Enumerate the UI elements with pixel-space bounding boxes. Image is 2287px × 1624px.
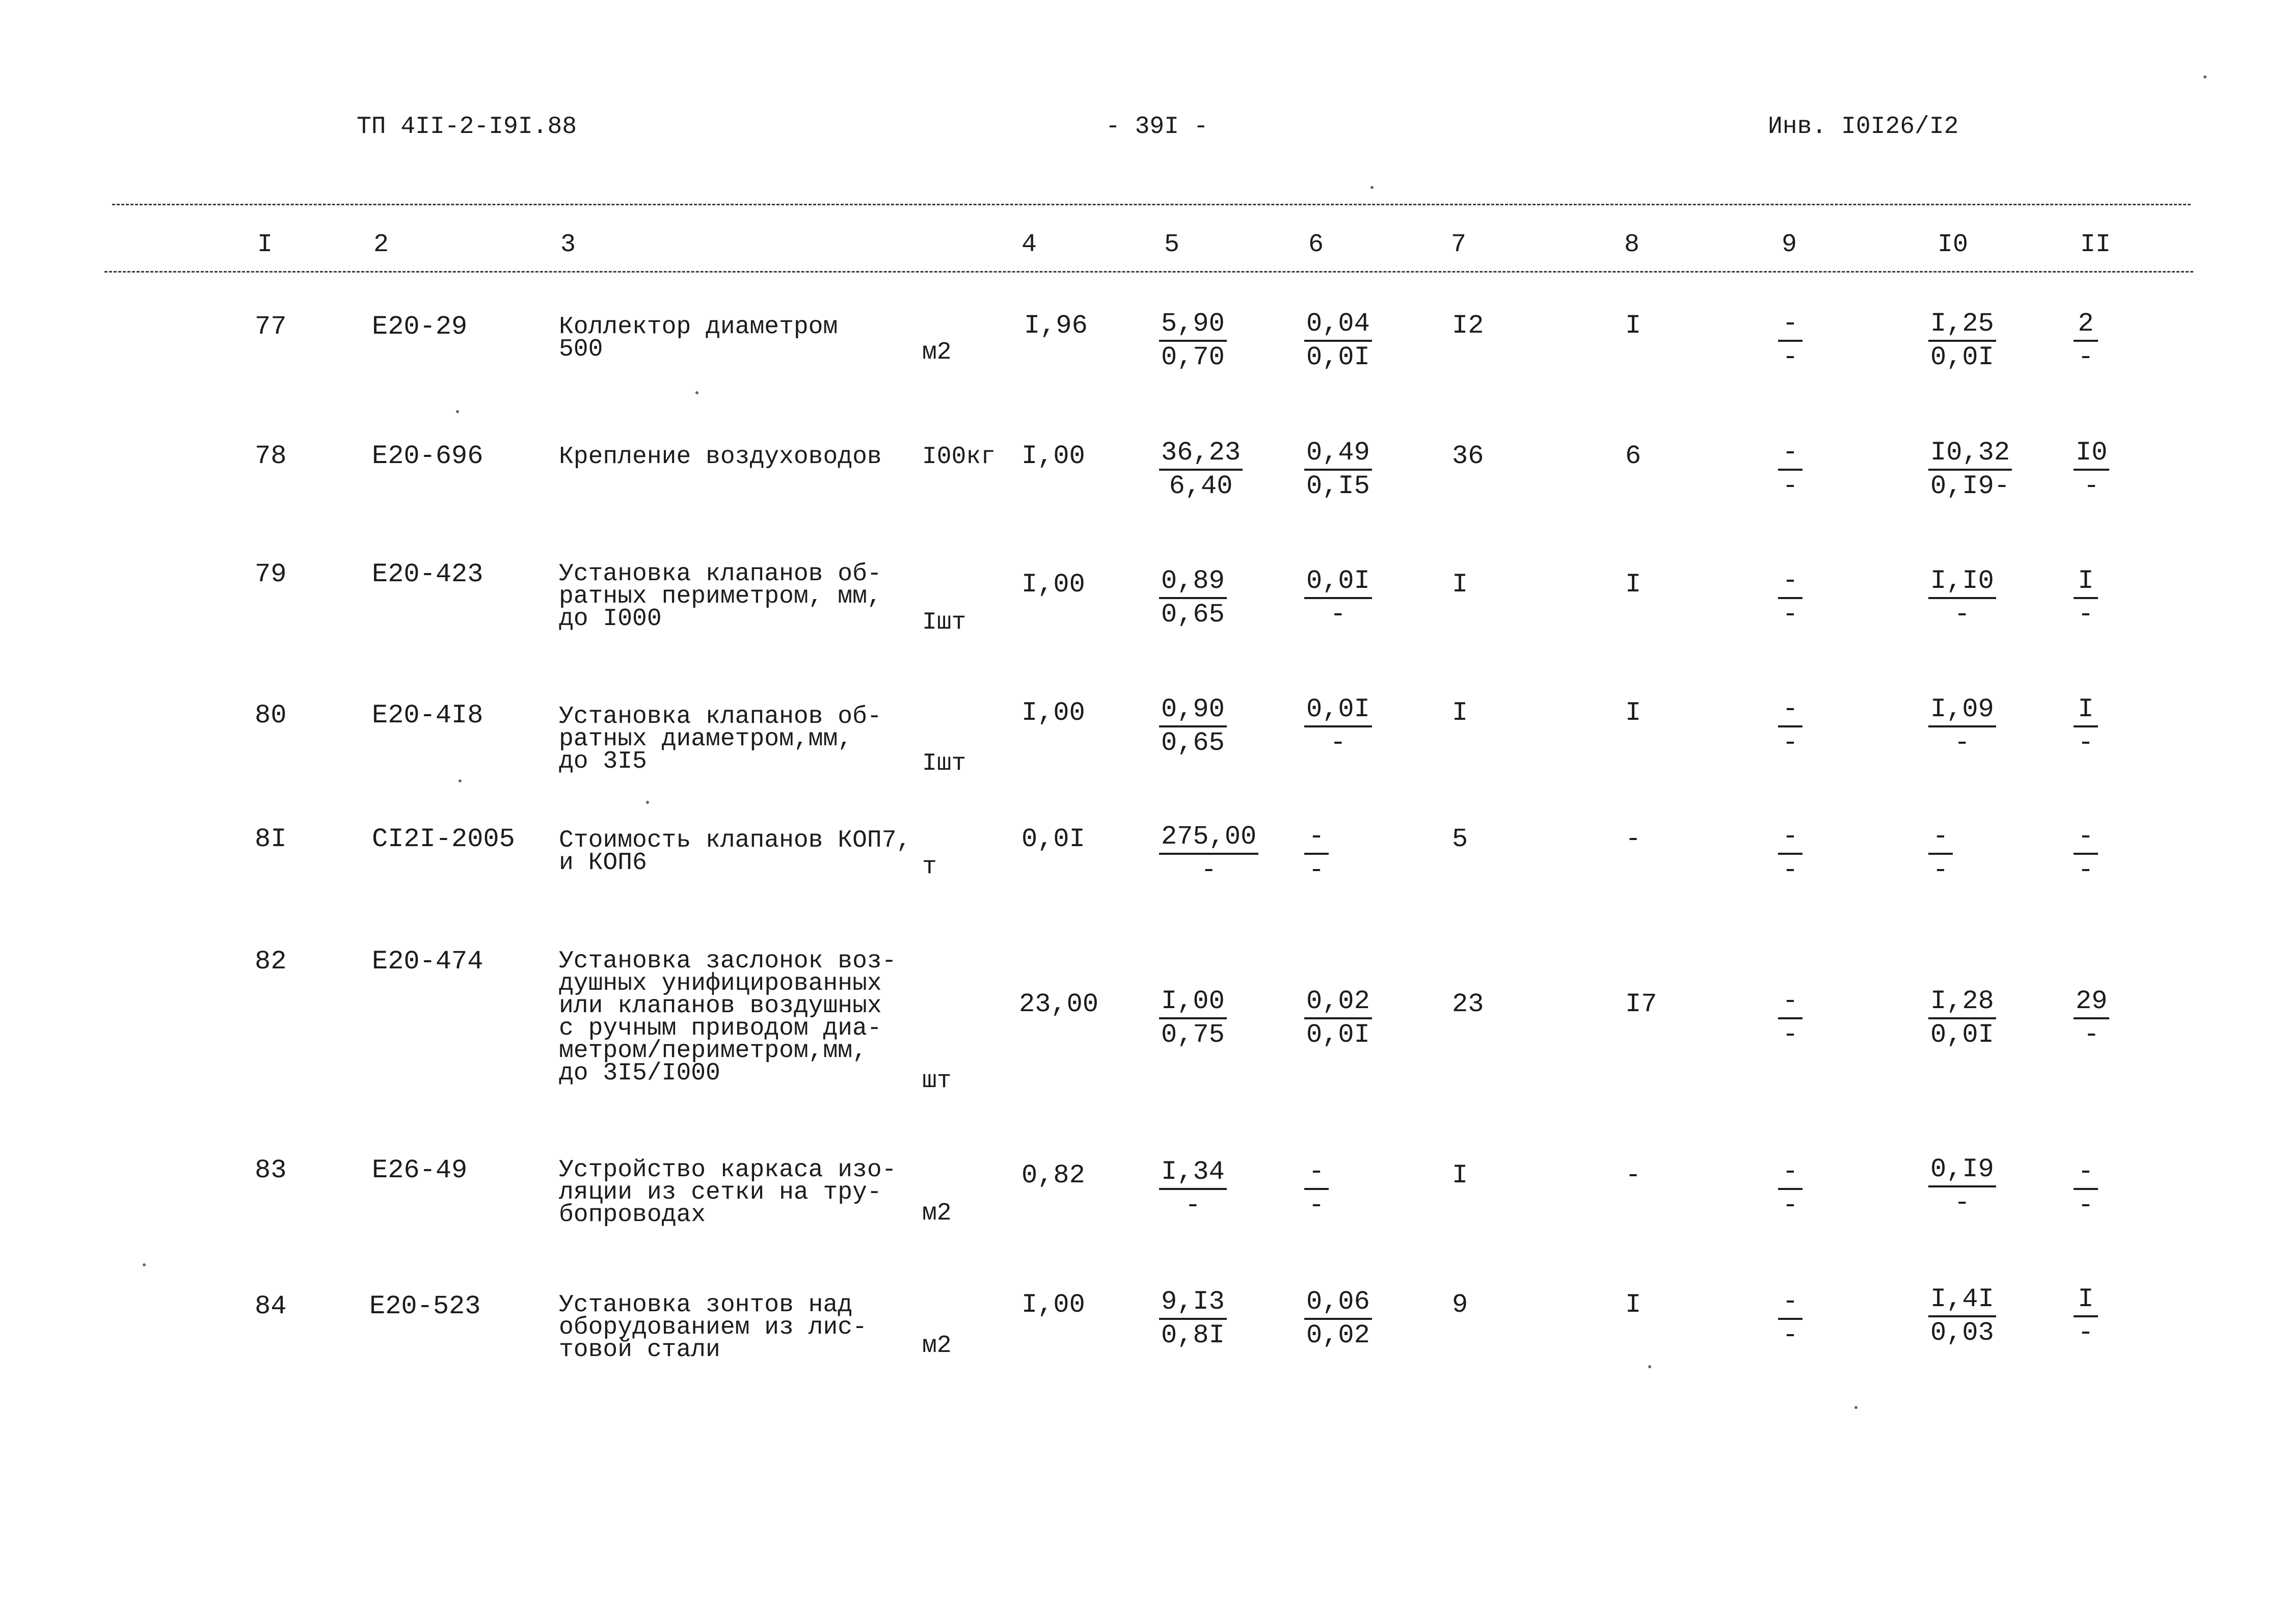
- col9-lower: -: [1782, 471, 1798, 501]
- norm-code: Е20-696: [372, 441, 483, 471]
- col5-value: [1159, 565, 1227, 631]
- col6-lower: -: [1330, 728, 1347, 758]
- column-header: 6: [1308, 230, 1324, 259]
- col11-lower: -: [2078, 342, 2094, 372]
- col10-lower: 0,0I: [1930, 342, 1994, 372]
- col5-upper: 5,90: [1159, 308, 1227, 342]
- scan-speck: [459, 779, 462, 782]
- col11-value: [2074, 1284, 2098, 1349]
- col11-lower: -: [2078, 728, 2094, 758]
- col5-lower: 0,75: [1161, 1020, 1225, 1050]
- quantity: 0,82: [1021, 1160, 1085, 1190]
- col6-upper: 0,49: [1304, 437, 1372, 471]
- col10-upper: I,28: [1928, 986, 1996, 1019]
- col10-upper: I,09: [1928, 694, 1996, 727]
- work-name: Установка клапанов об- ратных периметром, мм, до I000: [559, 560, 882, 633]
- col9-value: [1778, 1286, 1802, 1351]
- unit: м2: [922, 1200, 952, 1227]
- column-header: 4: [1021, 230, 1037, 259]
- col9-upper: -: [1778, 1286, 1802, 1320]
- col10-lower: 0,03: [1930, 1318, 1994, 1348]
- norm-code: Е20-474: [372, 946, 483, 977]
- col9-lower: -: [1782, 1190, 1798, 1221]
- col8-value: I: [1625, 1290, 1642, 1320]
- col9-lower: -: [1782, 728, 1798, 758]
- quantity: I,00: [1021, 698, 1085, 728]
- col5-lower: 0,65: [1161, 600, 1225, 630]
- col9-value: [1778, 986, 1802, 1051]
- unit: шт: [922, 1067, 952, 1095]
- scan-speck: [1370, 186, 1374, 189]
- col10-lower: 0,0I: [1930, 1020, 1994, 1050]
- col5-lower: 0,70: [1161, 342, 1225, 372]
- col6-upper: 0,0I: [1304, 565, 1372, 599]
- col11-lower: -: [2083, 471, 2100, 501]
- scan-speck: [143, 1263, 146, 1266]
- scan-speck: [1854, 1406, 1858, 1409]
- col11-upper: I: [2074, 565, 2098, 599]
- page-number: - 39I -: [1106, 113, 1208, 141]
- scan-speck: [646, 801, 649, 804]
- col9-lower: -: [1782, 600, 1798, 630]
- unit: т: [922, 853, 937, 881]
- col8-value: I: [1625, 311, 1642, 341]
- col7-value: 23: [1452, 989, 1484, 1019]
- col7-value: 9: [1452, 1290, 1468, 1320]
- col5-upper: I,00: [1159, 986, 1227, 1019]
- col10-upper: I0,32: [1928, 437, 2012, 471]
- col11-lower: -: [2078, 600, 2094, 630]
- col9-upper: -: [1778, 694, 1802, 727]
- col11-lower: -: [2083, 1020, 2100, 1050]
- col6-value: [1304, 565, 1372, 631]
- row-number: 82: [255, 946, 287, 977]
- scan-speck: [695, 391, 698, 394]
- col10-value: [1928, 437, 2012, 502]
- col10-upper: 0,I9: [1928, 1154, 1996, 1187]
- work-name: Установка зонтов над оборудованием из лис- товой стали: [559, 1291, 867, 1364]
- col9-lower: -: [1782, 855, 1798, 885]
- col11-value: [2074, 694, 2098, 759]
- row-number: 80: [255, 700, 287, 730]
- col11-upper: 29: [2074, 986, 2109, 1019]
- row-number: 83: [255, 1155, 287, 1185]
- work-name: Стоимость клапанов КОП7, и КОП6: [559, 827, 911, 877]
- col6-value: [1304, 986, 1372, 1051]
- column-header: I: [257, 230, 273, 259]
- column-header: 9: [1782, 230, 1797, 259]
- col10-lower: -: [1954, 728, 1971, 758]
- col5-lower: 6,40: [1169, 471, 1233, 501]
- col9-lower: -: [1782, 1020, 1798, 1050]
- column-header: II: [2080, 230, 2111, 259]
- col7-value: I: [1452, 1160, 1468, 1190]
- row-number: 8I: [255, 824, 287, 854]
- column-header: 2: [373, 230, 389, 259]
- col10-value: [1928, 694, 1996, 759]
- col8-value: -: [1625, 824, 1642, 854]
- unit: Iшт: [922, 609, 966, 636]
- col9-upper: -: [1778, 565, 1802, 599]
- col10-upper: I,I0: [1928, 565, 1996, 599]
- column-header: 3: [560, 230, 576, 259]
- col5-value: [1159, 986, 1227, 1051]
- col11-value: [2074, 565, 2098, 631]
- col6-lower: -: [1308, 1190, 1325, 1221]
- col6-lower: -: [1330, 600, 1347, 630]
- col8-value: 6: [1625, 441, 1642, 471]
- col5-upper: 0,90: [1159, 694, 1227, 727]
- col9-value: [1778, 308, 1802, 373]
- col9-upper: -: [1778, 821, 1802, 855]
- col10-upper: I,25: [1928, 308, 1996, 342]
- col6-upper: 0,02: [1304, 986, 1372, 1019]
- norm-code: Е20-29: [372, 312, 468, 342]
- col7-value: 5: [1452, 824, 1468, 854]
- col9-lower: -: [1782, 342, 1798, 372]
- col5-lower: 0,65: [1161, 728, 1225, 758]
- col9-upper: -: [1778, 308, 1802, 342]
- col6-value: [1304, 1156, 1329, 1222]
- col10-upper: I,4I: [1928, 1284, 1996, 1317]
- col11-lower: -: [2078, 855, 2094, 885]
- col6-value: [1304, 821, 1329, 886]
- quantity: 0,0I: [1021, 824, 1085, 854]
- inventory-number: Инв. I0I26/I2: [1768, 113, 1959, 141]
- col11-value: [2074, 1156, 2098, 1222]
- col8-value: -: [1625, 1160, 1642, 1190]
- col5-value: [1159, 437, 1243, 502]
- unit: м2: [922, 339, 952, 366]
- col7-value: 36: [1452, 441, 1484, 471]
- work-name: Коллектор диаметром 500: [559, 313, 838, 363]
- quantity: 23,00: [1019, 989, 1099, 1019]
- col5-value: [1159, 308, 1227, 373]
- row-number: 77: [255, 312, 287, 342]
- col5-lower: 0,8I: [1161, 1320, 1225, 1350]
- col5-upper: 9,I3: [1159, 1286, 1227, 1320]
- col5-value: [1159, 1286, 1227, 1351]
- col10-value: [1928, 1284, 1996, 1349]
- col6-upper: 0,04: [1304, 308, 1372, 342]
- norm-code: Е20-4I8: [372, 700, 483, 730]
- col11-lower: -: [2078, 1318, 2094, 1348]
- col8-value: I: [1625, 698, 1642, 728]
- row-number: 84: [255, 1291, 287, 1321]
- col6-value: [1304, 1286, 1372, 1351]
- quantity: I,00: [1021, 1290, 1085, 1320]
- quantity: I,96: [1024, 311, 1088, 341]
- col6-lower: 0,0I: [1306, 1020, 1370, 1050]
- col11-value: [2074, 986, 2109, 1051]
- work-name: Установка клапанов об- ратных диаметром,мм, до 3I5: [559, 703, 882, 775]
- scan-speck: [2203, 75, 2207, 78]
- col6-lower: -: [1308, 855, 1325, 885]
- col5-upper: I,34: [1159, 1156, 1227, 1190]
- col7-value: I2: [1452, 311, 1484, 341]
- col9-upper: -: [1778, 1156, 1802, 1190]
- col11-lower: -: [2078, 1190, 2094, 1221]
- col6-upper: 0,0I: [1304, 694, 1372, 727]
- col11-upper: I: [2074, 1284, 2098, 1317]
- col10-lower: -: [1932, 855, 1949, 885]
- norm-code: Е20-423: [372, 559, 483, 589]
- col5-lower: -: [1185, 1190, 1201, 1221]
- col5-value: [1159, 694, 1227, 759]
- col5-upper: 0,89: [1159, 565, 1227, 599]
- col7-value: I: [1452, 570, 1468, 600]
- col11-upper: I0: [2074, 437, 2109, 471]
- column-header: 7: [1451, 230, 1467, 259]
- col5-upper: 275,00: [1159, 821, 1258, 855]
- col10-lower: 0,I9-: [1930, 471, 2010, 501]
- col11-upper: -: [2074, 821, 2098, 855]
- col6-upper: -: [1304, 821, 1329, 855]
- col11-value: [2074, 821, 2098, 886]
- row-number: 78: [255, 441, 287, 471]
- col10-upper: -: [1928, 821, 1953, 855]
- col6-value: [1304, 694, 1372, 759]
- col10-value: [1928, 308, 1996, 373]
- col6-value: [1304, 437, 1372, 502]
- col9-value: [1778, 437, 1802, 502]
- col9-upper: -: [1778, 437, 1802, 471]
- col10-lower: -: [1954, 1188, 1971, 1218]
- norm-code: СI2I-2005: [372, 824, 515, 854]
- col11-value: [2074, 437, 2109, 502]
- work-name: Крепление воздуховодов: [559, 443, 882, 471]
- column-header: 5: [1164, 230, 1180, 259]
- col11-upper: 2: [2074, 308, 2098, 342]
- row-number: 79: [255, 559, 287, 589]
- col5-lower: -: [1201, 855, 1217, 885]
- col5-value: [1159, 821, 1258, 886]
- col10-value: [1928, 821, 1953, 886]
- col9-value: [1778, 694, 1802, 759]
- col6-upper: 0,06: [1304, 1286, 1372, 1320]
- col6-lower: 0,02: [1306, 1320, 1370, 1350]
- col6-lower: 0,0I: [1306, 342, 1370, 372]
- col11-upper: I: [2074, 694, 2098, 727]
- col8-value: I7: [1625, 989, 1657, 1019]
- col6-lower: 0,I5: [1306, 471, 1370, 501]
- col5-upper: 36,23: [1159, 437, 1243, 471]
- col8-value: I: [1625, 570, 1642, 600]
- col9-value: [1778, 565, 1802, 631]
- unit: м2: [922, 1332, 952, 1360]
- table-top-rule: [112, 204, 2191, 205]
- col6-upper: -: [1304, 1156, 1329, 1190]
- col9-lower: -: [1782, 1320, 1798, 1350]
- col10-value: [1928, 986, 1996, 1051]
- column-header: I0: [1938, 230, 1969, 259]
- norm-code: Е26-49: [372, 1155, 468, 1185]
- col10-value: [1928, 565, 1996, 631]
- col11-value: [2074, 308, 2098, 373]
- scan-speck: [1648, 1365, 1651, 1368]
- col6-value: [1304, 308, 1372, 373]
- col7-value: I: [1452, 698, 1468, 728]
- col10-value: [1928, 1154, 1996, 1219]
- unit: Iшт: [922, 750, 966, 777]
- norm-code: Е20-523: [369, 1291, 481, 1321]
- col9-value: [1778, 821, 1802, 886]
- quantity: I,00: [1021, 441, 1085, 471]
- quantity: I,00: [1021, 570, 1085, 600]
- work-name: Устройство каркаса изо- ляции из сетки на тру- бопроводах: [559, 1156, 897, 1229]
- unit: I00кг: [922, 443, 996, 471]
- col9-value: [1778, 1156, 1802, 1222]
- col11-upper: -: [2074, 1156, 2098, 1190]
- document-code: ТП 4II-2-I9I.88: [357, 113, 577, 141]
- col5-value: [1159, 1156, 1227, 1222]
- column-header: 8: [1624, 230, 1640, 259]
- header-bottom-rule: [104, 271, 2193, 273]
- scan-speck: [456, 410, 459, 413]
- col10-lower: -: [1954, 600, 1971, 630]
- work-name: Установка заслонок воз- душных унифицированных или клапанов воздушных с ручным приводом диа- метром/периметром,мм, до 3I5/I000: [559, 948, 897, 1087]
- col9-upper: -: [1778, 986, 1802, 1019]
